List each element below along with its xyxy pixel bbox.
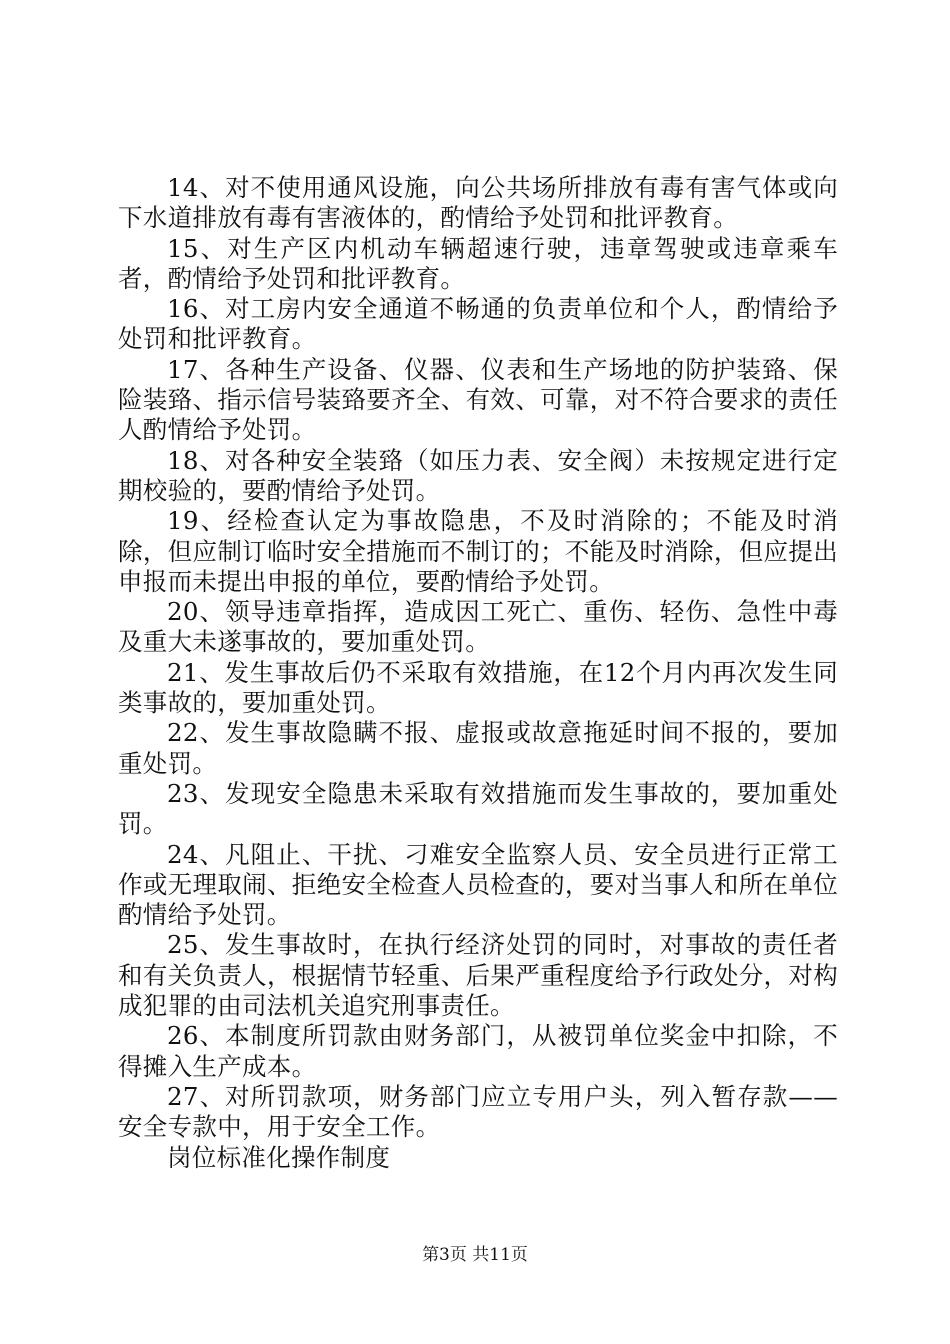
paragraph-20: 20、领导违章指挥，造成因工死亡、重伤、轻伤、急性中毒及重大未遂事故的，要加重处罚。: [118, 597, 838, 657]
paragraph-23: 23、发现安全隐患未采取有效措施而发生事故的，要加重处罚。: [118, 778, 838, 839]
paragraph-18: 18、对各种安全装臵（如压力表、安全阀）未按规定进行定期校验的，要酌情给予处罚。: [118, 445, 838, 505]
paragraph-21: 21、发生事故后仍不采取有效措施，在12个月内再次发生同类事故的，要加重处罚。: [118, 657, 838, 718]
paragraph-27: 27、对所罚款项，财务部门应立专用户头，列入暂存款——安全专款中，用于安全工作。: [118, 1081, 838, 1142]
page-footer: 第3页 共11页: [422, 1245, 528, 1265]
document-body: [118, 173, 838, 1173]
paragraph-15: 15、对生产区内机动车辆超速行驶，违章驾驶或违章乘车者，酌情给予处罚和批评教育。: [118, 233, 838, 293]
paragraph-24: 24、凡阻止、干扰、刁难安全监察人员、安全员进行正常工作或无理取闹、拒绝安全检查人员检查的，要对当事人和所在单位酌情给予处罚。: [118, 839, 838, 930]
section-heading: 岗位标准化操作制度: [167, 1142, 391, 1172]
paragraph-26: 26、本制度所罚款由财务部门，从被罚单位奖金中扣除，不得摊入生产成本。: [118, 1021, 838, 1081]
paragraph-25: 25、发生事故时，在执行经济处罚的同时，对事故的责任者和有关负责人，根据情节轻重、后果严重程度给予行政处分，对构成犯罪的由司法机关追究刑事责任。: [118, 930, 838, 1021]
paragraph-22: 22、发生事故隐瞒不报、虚报或故意拖延时间不报的，要加重处罚。: [118, 718, 838, 778]
paragraph-19: 19、经检查认定为事故隐患，不及时消除的；不能及时消除，但应制订临时安全措施而不制订的；不能及时消除，但应提出申报而未提出申报的单位，要酌情给予处罚。: [118, 506, 838, 596]
paragraph-14: 14、对不使用通风设施，向公共场所排放有毒有害气体或向下水道排放有毒有害液体的，酌情给予处罚和批评教育。: [118, 173, 838, 233]
paragraph-16: 16、对工房内安全通道不畅通的负责单位和个人，酌情给予处罚和批评教育。: [118, 294, 838, 354]
paragraph-17: 17、各种生产设备、仪器、仪表和生产场地的防护装臵、保险装臵、指示信号装臵要齐全、有效、可靠，对不符合要求的责任人酌情给予处罚。: [118, 354, 838, 445]
